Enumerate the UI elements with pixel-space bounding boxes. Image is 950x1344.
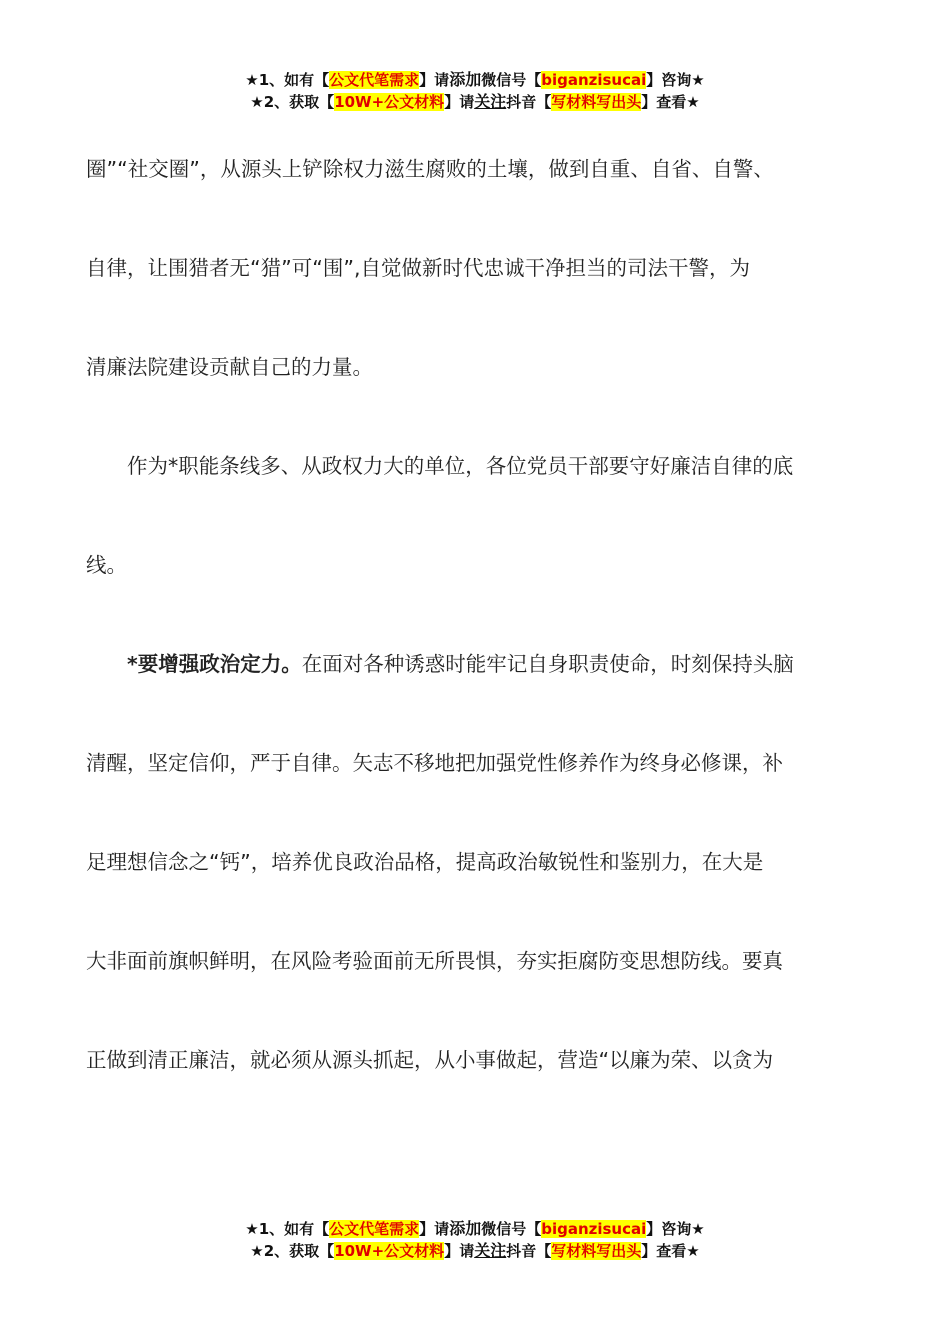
text-line: 正做到清正廉洁，就必须从源头抓起，从小事做起，营造“以廉为荣、以贪为: [86, 1048, 774, 1072]
highlight-wechat-id: biganzisucai: [541, 1220, 647, 1238]
footer-banner: [0, 1218, 950, 1262]
text-line: 线。: [86, 553, 127, 577]
highlight-service: 公文代笔需求: [329, 71, 420, 89]
banner-emphasis: 关注: [474, 1241, 507, 1260]
section-text: 在面对各种诱惑时能牢记自身职责使命，时刻保持头脑: [301, 652, 794, 676]
banner-line-1: [0, 69, 950, 91]
highlight-douyin: 写材料写出头: [551, 93, 642, 111]
document-body: [86, 120, 886, 1110]
text-line: 自律，让围猎者无“猎”可“围”,自觉做新时代忠诚干净担当的司法干警，为: [86, 256, 750, 280]
highlight-service: 公文代笔需求: [329, 1220, 420, 1238]
text-line: 圈”“社交圈”，从源头上铲除权力滋生腐败的土壤，做到自重、自省、自警、: [86, 157, 774, 181]
banner-text: 】请: [419, 1220, 450, 1238]
highlight-materials: 10W+公文材料: [334, 93, 445, 111]
banner-text: 微信号【: [481, 1220, 542, 1238]
text-line: 作为*职能条线多、从政权力大的单位，各位党员干部要守好廉洁自律的底: [127, 454, 794, 478]
banner-text: 】请: [419, 71, 450, 89]
text-line: [86, 615, 886, 714]
text-line: 足理想信念之“钙”，培养优良政治品格，提高政治敏锐性和鉴别力，在大是: [86, 850, 764, 874]
text-line: 清醒，坚定信仰，严于自律。矢志不移地把加强党性修养作为终身必修课，补: [86, 751, 783, 775]
banner-text: 】查看★: [641, 93, 700, 111]
banner-line-2: [0, 91, 950, 113]
banner-emphasis: 添加: [449, 70, 482, 89]
banner-line-2: [0, 1240, 950, 1262]
text-line: 清廉法院建设贡献自己的力量。: [86, 355, 373, 379]
banner-text: 微信号【: [481, 71, 542, 89]
banner-text: 】请: [444, 1242, 475, 1260]
highlight-wechat-id: biganzisucai: [541, 71, 647, 89]
section-heading: *要增强政治定力。: [127, 652, 302, 676]
banner-line-1: [0, 1218, 950, 1240]
banner-text: 】请: [444, 93, 475, 111]
banner-text: ★2、获取【: [250, 1242, 335, 1260]
banner-text: ★1、如有【: [245, 1220, 330, 1238]
banner-text: ★2、获取【: [250, 93, 335, 111]
highlight-douyin: 写材料写出头: [551, 1242, 642, 1260]
banner-text: 】查看★: [641, 1242, 700, 1260]
highlight-materials: 10W+公文材料: [334, 1242, 445, 1260]
banner-text: 】咨询★: [646, 1220, 705, 1238]
banner-emphasis: 添加: [449, 1219, 482, 1238]
text-line: 大非面前旗帜鲜明，在风险考验面前无所畏惧，夯实拒腐防变思想防线。要真: [86, 949, 783, 973]
banner-text: ★1、如有【: [245, 71, 330, 89]
banner-text: 抖音【: [506, 93, 552, 111]
header-banner: [0, 69, 950, 113]
banner-text: 】咨询★: [646, 71, 705, 89]
banner-text: 抖音【: [506, 1242, 552, 1260]
banner-emphasis: 关注: [474, 92, 507, 111]
